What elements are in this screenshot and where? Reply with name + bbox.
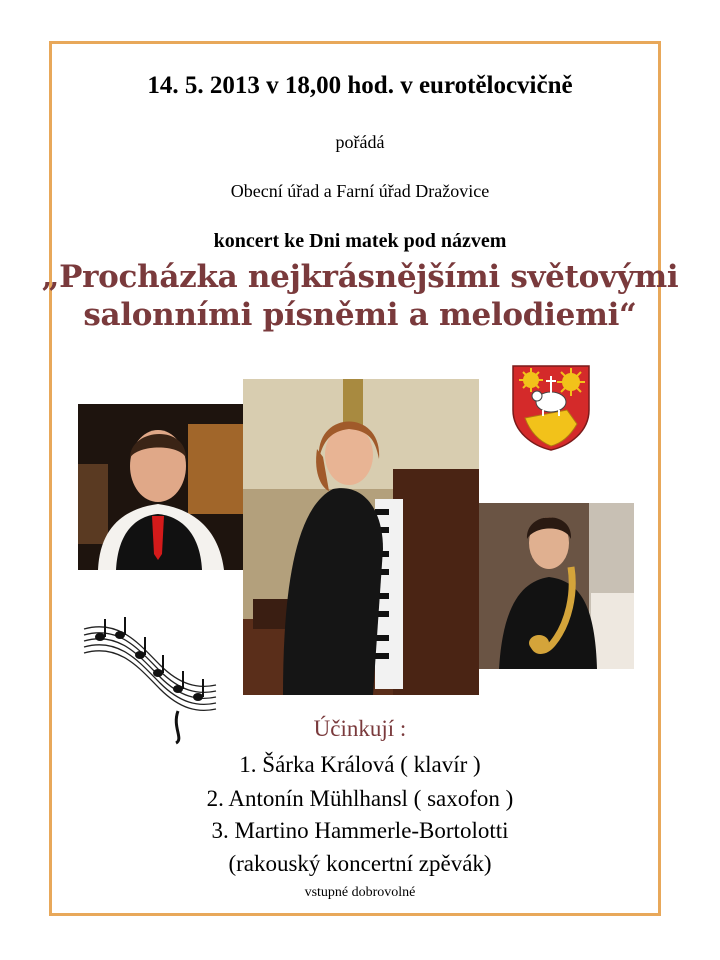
concert-title-line2: salonními písněmi a melodiemi“: [83, 297, 637, 333]
event-date: 14. 5. 2013 v 18,00 hod. v eurotělocvičně: [147, 72, 573, 99]
performer-3: 3. Martino Hammerle-Bortolotti: [211, 818, 509, 843]
performer-2: 2. Antonín Mühlhansl ( saxofon ): [206, 786, 514, 811]
performer-1: 1. Šárka Králová ( klavír ): [239, 752, 481, 777]
concert-title-line1: „Procházka nejkrásnějšími světovými: [41, 259, 679, 295]
saxophonist-photo: [479, 503, 634, 669]
concert-title: [0, 258, 720, 334]
organizer: Obecní úřad a Farní úřad Dražovice: [230, 181, 490, 201]
singer-photo: [78, 404, 244, 570]
performer-3-note: (rakouský koncertní zpěvák): [228, 851, 492, 876]
entry-fee: vstupné dobrovolné: [304, 885, 416, 900]
concert-intro: koncert ke Dni matek pod názvem: [213, 230, 507, 252]
organizes-label: pořádá: [335, 132, 385, 152]
pianist-photo: [243, 379, 479, 695]
coat-of-arms-icon: [507, 362, 595, 452]
performers-heading: Účinkují :: [313, 716, 407, 741]
